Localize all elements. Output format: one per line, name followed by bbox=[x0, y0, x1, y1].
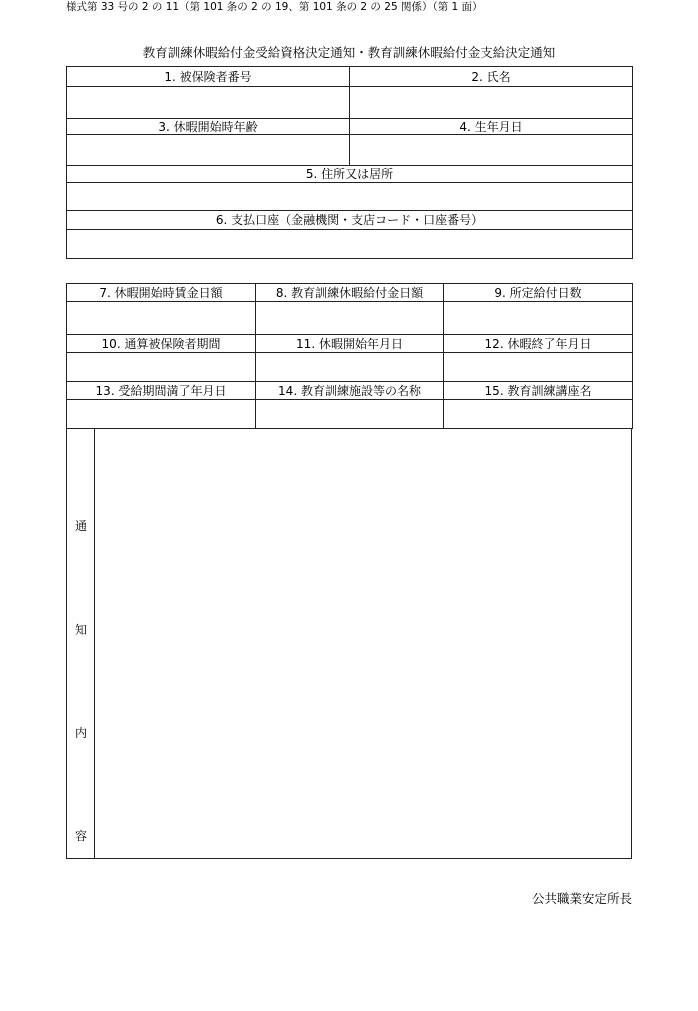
address-field[interactable] bbox=[67, 183, 633, 211]
daily-wage-field[interactable] bbox=[67, 302, 256, 335]
daily-benefit-label: 8. 教育訓練休暇給付金日額 bbox=[256, 284, 444, 302]
notice-label-char: 容 bbox=[74, 829, 87, 843]
benefit-days-field[interactable] bbox=[444, 302, 633, 335]
leave-start-label: 11. 休暇開始年月日 bbox=[256, 335, 444, 353]
notice-label-char: 通 bbox=[74, 519, 87, 533]
leave-end-label: 12. 休暇終了年月日 bbox=[444, 335, 633, 353]
training-course-field[interactable] bbox=[444, 400, 633, 429]
daily-benefit-field[interactable] bbox=[256, 302, 444, 335]
notice-content-box bbox=[66, 428, 632, 859]
insured-period-label: 10. 通算被保険者期間 bbox=[67, 335, 256, 353]
insured-number-field[interactable] bbox=[67, 87, 350, 119]
office-director-signature: 公共職業安定所長 bbox=[531, 891, 632, 906]
entitlement-expiry-field[interactable] bbox=[67, 400, 256, 429]
birth-date-field[interactable] bbox=[350, 135, 633, 166]
benefit-info-table bbox=[66, 283, 633, 429]
applicant-info-table bbox=[66, 66, 633, 259]
bank-account-label: 6. 支払口座（金融機関・支店コード・口座番号） bbox=[67, 211, 633, 230]
entitlement-expiry-label: 13. 受給期間満了年月日 bbox=[67, 382, 256, 400]
notice-content-field[interactable] bbox=[95, 428, 631, 858]
name-field[interactable] bbox=[350, 87, 633, 119]
address-label: 5. 住所又は居所 bbox=[67, 166, 633, 183]
leave-end-field[interactable] bbox=[444, 353, 633, 382]
document-title: 教育訓練休暇給付金受給資格決定通知・教育訓練休暇給付金支給決定通知 bbox=[142, 45, 556, 60]
training-institution-label: 14. 教育訓練施設等の名称 bbox=[256, 382, 444, 400]
benefit-days-label: 9. 所定給付日数 bbox=[444, 284, 633, 302]
insured-number-label: 1. 被保険者番号 bbox=[67, 67, 350, 87]
notice-label-char: 内 bbox=[74, 726, 87, 740]
insured-period-field[interactable] bbox=[67, 353, 256, 382]
name-label: 2. 氏名 bbox=[350, 67, 633, 87]
notice-label-char: 知 bbox=[74, 623, 87, 637]
leave-start-field[interactable] bbox=[256, 353, 444, 382]
training-course-label: 15. 教育訓練講座名 bbox=[444, 382, 633, 400]
age-at-leave-label: 3. 休暇開始時年齢 bbox=[67, 119, 350, 135]
age-at-leave-field[interactable] bbox=[67, 135, 350, 166]
birth-date-label: 4. 生年月日 bbox=[350, 119, 633, 135]
daily-wage-label: 7. 休暇開始時賃金日額 bbox=[67, 284, 256, 302]
notice-content-label bbox=[67, 428, 95, 858]
form-number: 様式第 33 号の 2 の 11（第 101 条の 2 の 19、第 101 条の 2 の 25 関係）（第 1 面） bbox=[66, 1, 483, 13]
training-institution-field[interactable] bbox=[256, 400, 444, 429]
bank-account-field[interactable] bbox=[67, 230, 633, 259]
